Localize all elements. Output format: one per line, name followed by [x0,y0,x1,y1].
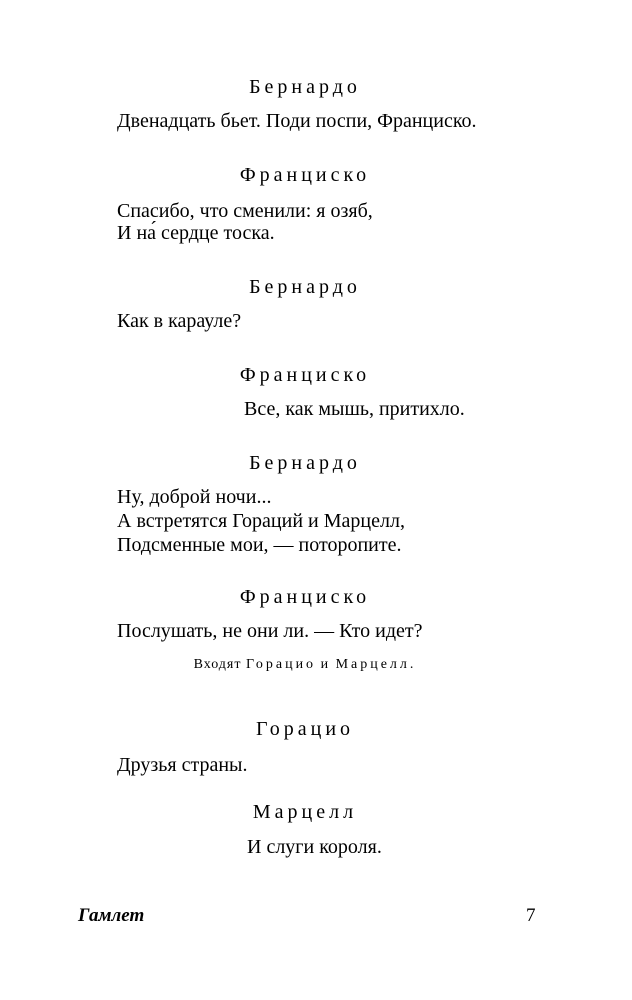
stage-direction-conj: и [320,657,332,672]
speaker-name: Марцелл [252,801,358,823]
dialogue-line: А встретятся Гораций и Марцелл, [117,510,405,532]
dialogue-line: И на́ сердце тоска. [117,222,275,244]
speaker-name: Бернардо [249,276,361,298]
dialogue-line: Двенадцать бьет. Поди поспи, Франциско. [117,110,477,132]
stage-direction-verb: Входят [193,657,242,672]
running-title: Гамлет [78,905,145,926]
stage-direction-name: Марцелл. [335,657,417,672]
dialogue-line: Как в карауле? [117,310,242,332]
page-number: 7 [526,905,536,926]
dialogue-line: И слуги короля. [247,836,382,858]
speaker-name: Франциско [239,364,371,386]
dialogue-line: Спасибо, что сменили: я озяб, [117,200,373,222]
dialogue-line: Ну, доброй ночи... [117,486,272,508]
speaker-name: Бернардо [249,452,361,474]
stage-direction [0,657,610,673]
dialogue-line: Все, как мышь, притихло. [244,398,465,420]
speaker-name: Франциско [239,164,371,186]
speaker-name: Бернардо [249,76,361,98]
stage-direction-name: Горацио [246,657,317,672]
dialogue-line: Подсменные мои, — поторопите. [117,534,402,556]
speaker-name: Франциско [239,586,371,608]
speaker-name: Горацио [255,718,355,740]
dialogue-line: Послушать, не они ли. — Кто идет? [117,620,423,642]
dialogue-line: Друзья страны. [117,754,248,776]
